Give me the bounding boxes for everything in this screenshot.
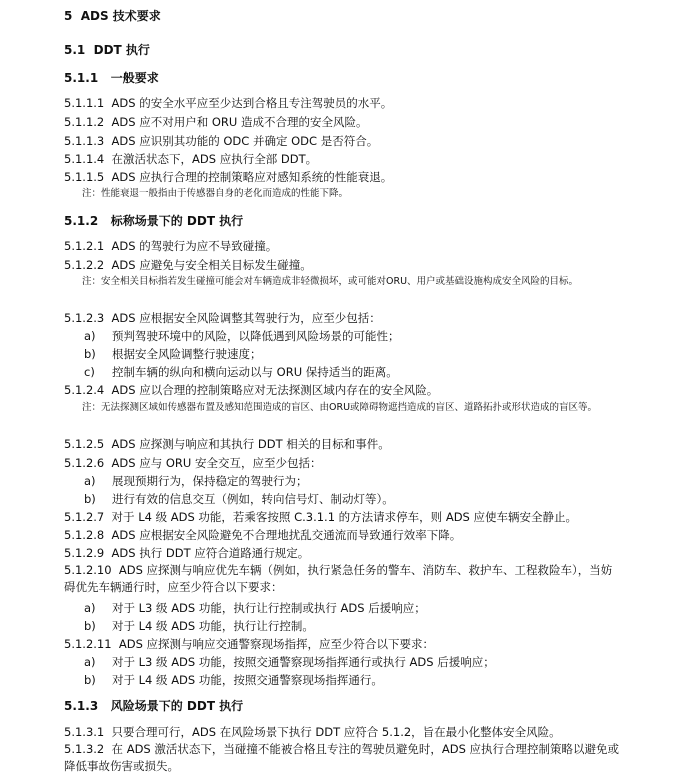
section-number: 5.1 — [64, 43, 86, 57]
section-title: ADS 技术要求 — [80, 9, 161, 23]
clause-5-1-2-6 — [64, 455, 322, 471]
list-text: 展现预期行为，保持稳定的驾驶行为； — [112, 474, 308, 488]
clause-text: 在 ADS 激活状态下，当碰撞不能被合格且专注的驾驶员避免时，ADS 应执行合理控制策略以避免或降低事故伤害或损失。 — [64, 742, 620, 773]
list-text: 根据安全风险调整行驶速度； — [112, 347, 262, 361]
section-5-heading — [64, 8, 161, 24]
clause-5-1-2-8 — [64, 527, 461, 543]
list-item — [84, 473, 308, 489]
clause-text: ADS 应识别其功能的 ODC 并确定 ODC 是否符合。 — [111, 134, 379, 148]
clause-5-1-2-3 — [64, 310, 381, 326]
clause-5-1-3-1 — [64, 724, 561, 740]
list-text: 预判驾驶环境中的风险，以降低遇到风险场景的可能性； — [112, 329, 400, 343]
section-title: 标称场景下的 DDT 执行 — [110, 214, 244, 228]
list-label: a) — [84, 329, 96, 343]
list-item — [84, 654, 495, 670]
clause-5-1-1-2 — [64, 114, 368, 130]
section-5-1-2-heading — [64, 213, 243, 229]
list-label: a) — [84, 655, 96, 669]
clause-5-1-2-7 — [64, 509, 577, 525]
clause-number: 5.1.2.11 — [64, 637, 112, 651]
section-number: 5 — [64, 9, 73, 23]
list-label: c) — [84, 365, 95, 379]
clause-text: 只要合理可行，ADS 在风险场景下执行 DDT 应符合 5.1.2，旨在最小化整体安全风险。 — [111, 725, 561, 739]
list-label: a) — [84, 601, 96, 615]
clause-text: ADS 执行 DDT 应符合道路通行规定。 — [111, 546, 310, 560]
clause-text: ADS 应与 ORU 安全交互，应至少包括： — [111, 456, 322, 470]
list-text: 对于 L4 级 ADS 功能，按照交通警察现场指挥通行。 — [112, 673, 383, 687]
list-label: b) — [84, 619, 96, 633]
list-label: b) — [84, 673, 96, 687]
clause-5-1-2-2 — [64, 257, 312, 273]
note-safety-related-target: 注：安全相关目标指若发生碰撞可能会对车辆造成非轻微损坏，或可能对ORU、用户或基础设施构成安全风险的目标。 — [82, 276, 579, 287]
clause-text: ADS 应执行合理的控制策略应对感知系统的性能衰退。 — [111, 170, 393, 184]
list-label: b) — [84, 492, 96, 506]
clause-text: ADS 应不对用户和 ORU 造成不合理的安全风险。 — [111, 115, 368, 129]
clause-number: 5.1.1.4 — [64, 152, 105, 166]
clause-number: 5.1.2.6 — [64, 456, 105, 470]
clause-5-1-1-4 — [64, 151, 317, 167]
section-number: 5.1.3 — [64, 699, 99, 713]
list-text: 对于 L4 级 ADS 功能，执行让行控制。 — [112, 619, 314, 633]
clause-5-1-1-5 — [64, 169, 392, 185]
clause-5-1-2-9 — [64, 545, 309, 561]
list-item — [84, 328, 400, 344]
list-item — [84, 491, 394, 507]
clause-number: 5.1.2.10 — [64, 563, 112, 577]
clause-number: 5.1.2.4 — [64, 383, 105, 397]
list-label: b) — [84, 347, 96, 361]
list-label: a) — [84, 474, 96, 488]
clause-5-1-2-4 — [64, 382, 438, 398]
note-undetectable-area: 注：无法探测区域如传感器布置及感知范围造成的盲区、由ORU或障碍物遮挡造成的盲区、道路拓扑或形状造成的盲区等。 — [82, 402, 598, 413]
clause-number: 5.1.3.1 — [64, 725, 105, 739]
list-item — [84, 672, 383, 688]
clause-number: 5.1.1.1 — [64, 96, 105, 110]
clause-5-1-2-11 — [64, 636, 434, 652]
list-item — [84, 618, 314, 634]
note-performance-degradation: 注：性能衰退一般指由于传感器自身的老化而造成的性能下降。 — [82, 188, 349, 199]
clause-number: 5.1.2.7 — [64, 510, 105, 524]
clause-number: 5.1.2.8 — [64, 528, 105, 542]
section-5-1-1-heading — [64, 70, 159, 86]
clause-text: ADS 应根据安全风险调整其驾驶行为，应至少包括： — [111, 311, 381, 325]
clause-text: ADS 的安全水平应至少达到合格且专注驾驶员的水平。 — [111, 96, 393, 110]
clause-text: ADS 应避免与安全相关目标发生碰撞。 — [111, 258, 312, 272]
clause-5-1-2-10 — [64, 562, 620, 596]
clause-number: 5.1.2.9 — [64, 546, 105, 560]
clause-text: ADS 的驾驶行为应不导致碰撞。 — [111, 239, 278, 253]
clause-5-1-3-2 — [64, 741, 620, 775]
section-number: 5.1.1 — [64, 71, 99, 85]
clause-text: ADS 应根据安全风险避免不合理地扰乱交通流而导致通行效率下降。 — [111, 528, 462, 542]
clause-text: 在激活状态下，ADS 应执行全部 DDT。 — [111, 152, 318, 166]
clause-5-1-2-5 — [64, 436, 390, 452]
clause-text: ADS 应探测与响应优先车辆（例如，执行紧急任务的警车、消防车、救护车、工程救险车），当妨碍优先车辆通行时，应至少符合以下要求： — [64, 563, 613, 594]
list-item — [84, 346, 262, 362]
section-title: 一般要求 — [110, 71, 159, 85]
clause-number: 5.1.2.1 — [64, 239, 105, 253]
list-item — [84, 600, 426, 616]
clause-number: 5.1.2.5 — [64, 437, 105, 451]
clause-5-1-1-1 — [64, 95, 392, 111]
clause-number: 5.1.3.2 — [64, 742, 105, 756]
section-title: DDT 执行 — [93, 43, 150, 57]
list-text: 对于 L3 级 ADS 功能，按照交通警察现场指挥通行或执行 ADS 后援响应； — [112, 655, 495, 669]
list-text: 控制车辆的纵向和横向运动以与 ORU 保持适当的距离。 — [112, 365, 398, 379]
clause-text: 对于 L4 级 ADS 功能，若乘客按照 C.3.1.1 的方法请求停车，则 ADS 应使车辆安全静止。 — [111, 510, 578, 524]
section-number: 5.1.2 — [64, 214, 99, 228]
section-title: 风险场景下的 DDT 执行 — [110, 699, 244, 713]
section-5-1-heading — [64, 42, 150, 58]
section-5-1-3-heading — [64, 698, 243, 714]
list-text: 对于 L3 级 ADS 功能，执行让行控制或执行 ADS 后援响应； — [112, 601, 426, 615]
clause-number: 5.1.2.3 — [64, 311, 105, 325]
clause-5-1-2-1 — [64, 238, 277, 254]
clause-number: 5.1.1.2 — [64, 115, 105, 129]
list-item — [84, 364, 398, 380]
clause-text: ADS 应以合理的控制策略应对无法探测区域内存在的安全风险。 — [111, 383, 439, 397]
clause-5-1-1-3 — [64, 133, 378, 149]
clause-number: 5.1.1.3 — [64, 134, 105, 148]
clause-number: 5.1.1.5 — [64, 170, 105, 184]
list-text: 进行有效的信息交互（例如，转向信号灯、制动灯等）。 — [112, 492, 394, 506]
clause-text: ADS 应探测与响应和其执行 DDT 相关的目标和事件。 — [111, 437, 390, 451]
clause-text: ADS 应探测与响应交通警察现场指挥，应至少符合以下要求： — [118, 637, 435, 651]
clause-number: 5.1.2.2 — [64, 258, 105, 272]
